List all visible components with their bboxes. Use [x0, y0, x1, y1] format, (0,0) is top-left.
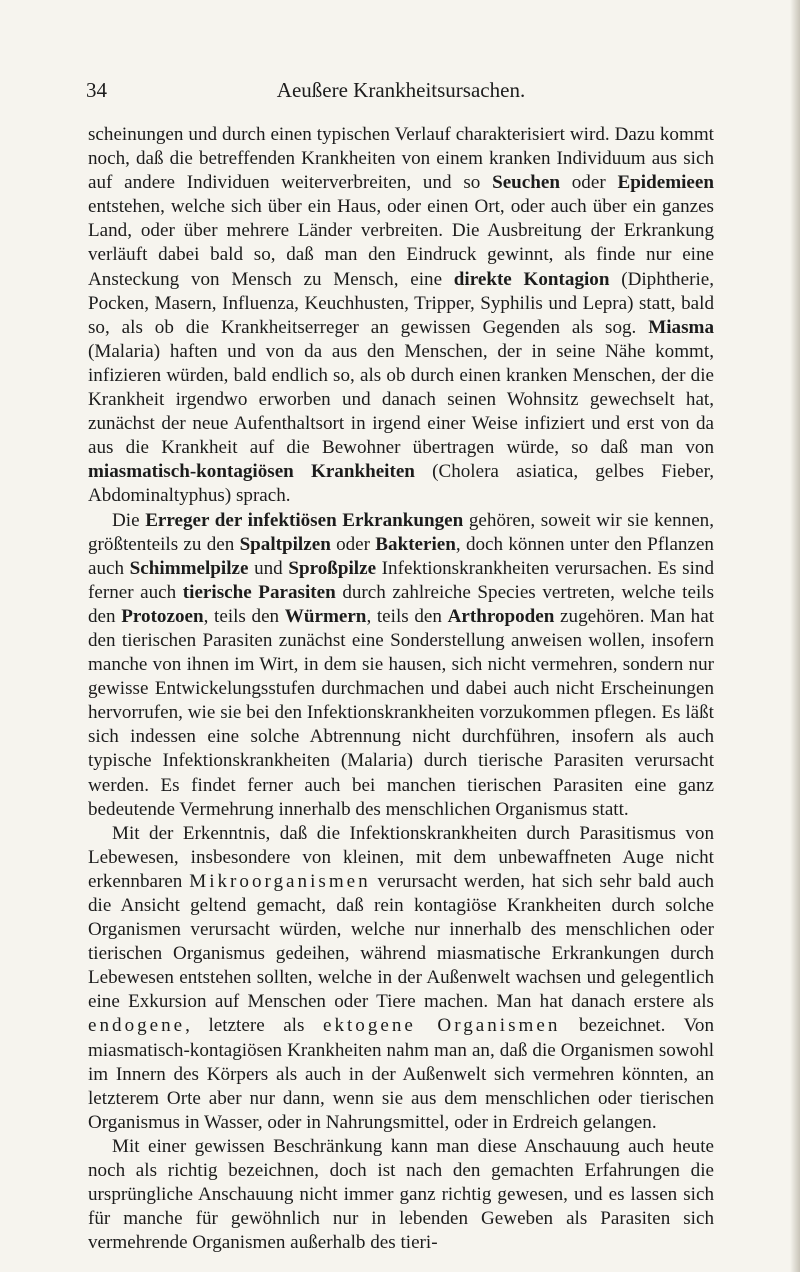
paragraph: Die Erreger der infektiösen Erkrankungen gehören, soweit wir sie kennen, größtenteils zu den Spaltpilzen oder Bakterien, doch können unter den Pflanzen auch Schimmelpilze und Sproßpilze Infektionskrankheiten verursachen. Es sind ferner auch tierische Parasiten durch zahlreiche Species vertreten, welche teils den Protozoen, teils den Würmern, teils den Arthropoden zugehören. Man hat den tierischen Parasiten zunächst eine Sonderstellung anweisen wollen, insofern manche von ihnen im Wirt, in dem sie hausen, sich nicht vermehren, sondern nur gewisse Entwickelungsstufen durchmachen und dabei auch nicht Erscheinungen hervorrufen, wie sie bei den Infektionskrankheiten vorzukommen pflegen. Es läßt sich indessen eine solche Abtrennung nicht durchführen, insofern als auch typische Infektionskrankheiten (Malaria) durch tierische Parasiten verursacht werden. Es findet ferner auch bei manchen tierischen Parasiten eine ganz bedeutende Vermehrung innerhalb des menschlichen Organismus statt.	[88, 509, 715, 820]
paragraph: Mit der Erkenntnis, daß die Infektionskrankheiten durch Parasitismus von Lebewesen, insbesondere von kleinen, mit dem unbewaffneten Auge nicht erkennbaren Mikroorganismen verursacht werden, hat sich sehr bald auch die Ansicht geltend gemacht, daß rein kontagiöse Krankheiten durch solche Organismen verursacht würden, welche nur innerhalb des menschlichen oder tierischen Organismus gedeihen, während miasmatische Erkrankungen durch Lebewesen entstehen sollten, welche in der Außenwelt wachsen und gelegentlich eine Exkursion auf Menschen oder Tiere machen. Man hat danach erstere als endogene, letztere als ektogene Organismen bezeichnet. Von miasmatisch-kontagiösen Krankheiten nahm man an, daß die Organismen sowohl im Innern des Körpers als auch in der Außenwelt sich vermehren könnten, an letzterem Orte aber nur dann, wenn sie aus dem menschlichen oder tierischen Organismus in Wasser, oder in Nahrungsmittel, oder in Erdreich gelangen.	[88, 822, 714, 1133]
paragraph: scheinungen und durch einen typischen Verlauf charakterisiert wird. Dazu kommt noch, daß die betreffenden Krankheiten von einem kranken Individuum aus sich auf andere Individuen weiterverbreiten, und so Seuchen oder Epidemieen entstehen, welche sich über ein Haus, oder einen Ort, oder auch über ein ganzes Land, oder über mehrere Länder verbreiten. Die Ausbreitung der Erkrankung verläuft dabei bald so, daß man den Eindruck gewinnt, als finde nur eine Ansteckung von Mensch zu Mensch, eine direkte Kontagion (Diphtherie, Pocken, Masern, Influenza, Keuchhusten, Tripper, Syphilis und Lepra) statt, bald so, als ob die Krankheitserreger an gewissen Gegenden als sog. Miasma (Malaria) haften und von da aus den Menschen, der in seine Nähe kommt, infizieren würden, bald endlich so, als ob durch einen kranken Menschen, der die Krankheit irgendwo erworben und danach seinen Wohnsitz gewechselt hat, zunächst der neue Aufenthaltsort in irgend einer Weise infiziert und erst von da aus die Krankheit auf die Bewohner übertragen würde, so daß man von miasmatisch-kontagiösen Krankheiten (Cholera asiatica, gelbes Fieber, Abdominaltyphus) sprach.	[88, 124, 714, 507]
spaced-term: Mikroorganismen	[189, 870, 371, 892]
bold-term: Schimmelpilze	[129, 557, 249, 579]
bold-term: Spaltpilzen	[239, 533, 331, 555]
running-title: Aeußere Krankheitsursachen.	[276, 78, 526, 102]
bold-term: direkte Kontagion	[453, 268, 610, 290]
bold-term: Miasma	[648, 316, 714, 338]
body-text	[88, 123, 714, 1255]
bold-term: Würmern	[284, 605, 367, 627]
bold-term: Protozoen	[121, 605, 204, 627]
page-edge-shadow	[790, 0, 800, 1272]
bold-term: Epidemieen	[617, 172, 714, 194]
bold-term: Erreger der infektiösen Erkrankungen	[145, 509, 464, 531]
bold-term: Arthropoden	[447, 605, 555, 627]
bold-term: Seuchen	[492, 172, 560, 194]
spaced-term: endogene	[88, 1015, 186, 1037]
page-header	[86, 78, 716, 104]
bold-term: Bakterien	[375, 533, 456, 555]
paragraph: Mit einer gewissen Beschränkung kann man diese Anschauung auch heute noch als richtig bezeichnen, doch ist nach den gemachten Erfahrungen die ursprüngliche Anschauung nicht immer ganz richtig gewesen, und es lassen sich für manche für gewöhnlich nur in lebenden Geweben als Parasiten sich vermehrende Organismen außerhalb des tieri-	[88, 1135, 714, 1254]
bold-term: miasmatisch-kontagiösen Krankheiten	[88, 461, 415, 483]
page-number: 34	[86, 78, 107, 102]
bold-term: tierische Parasiten	[182, 581, 336, 603]
spaced-term: ektogene Organismen	[322, 1015, 561, 1037]
bold-term: Sproßpilze	[288, 557, 377, 579]
